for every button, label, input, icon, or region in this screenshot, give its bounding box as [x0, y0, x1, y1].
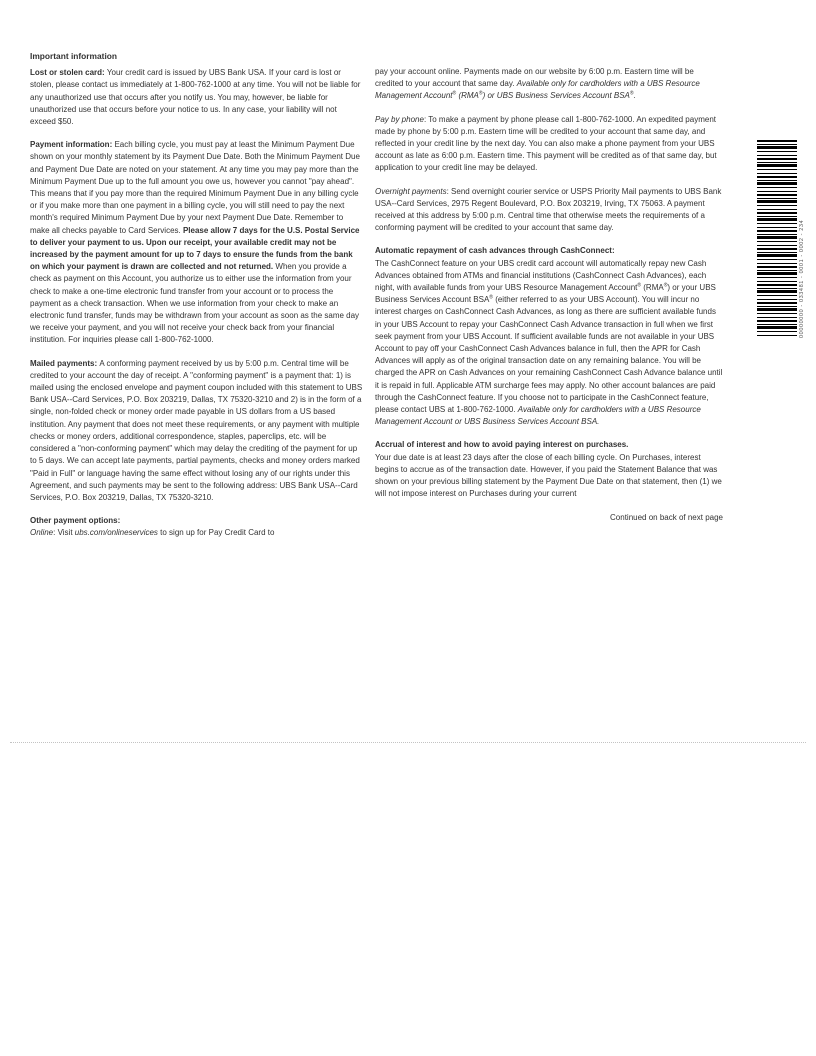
right-column	[375, 66, 723, 524]
text-run: ) or UBS Business Services Account BSA	[482, 91, 630, 101]
text-run: (RMA	[641, 283, 664, 293]
paragraph	[375, 114, 723, 175]
text-run: pay your account online. Payments made on our website by 6:00 p.m. Eastern time will be credited to your account that same day.	[375, 67, 694, 89]
paragraph	[30, 358, 363, 504]
barcode	[757, 140, 805, 338]
right-paragraphs	[375, 66, 723, 501]
text-run: : Visit	[53, 528, 75, 538]
text-run: Payment information:	[30, 140, 115, 150]
text-run: (either referred to as your UBS Account). You will incur no interest charges on CashConnect Cash Advances, as long as there are sufficient available funds in your UBS Account to repay your CashConnect Cash Advance transaction in full when we first seek payment from your UBS Account. If sufficient available funds are not available in your UBS Account to pay off your CashConnect Cash Advances balance in full, then the APR for Cash Advances will apply as of the original transaction date on any remaining balance. You will be charged the APR on Cash Advances on your remaining CashConnect Cash Advance balance until it is repaid in full. Applicable ATM surcharge fees may apply. No other account balances are paid through the CashConnect feature. If you choose not to participate in the CashConnect feature, please contact UBS at 1-800-762-1000.	[375, 295, 723, 415]
text-run: : To make a payment by phone please call 1-800-762-1000. An expedited payment made by phone by 5:00 p.m. Eastern time will be credited to your account that same day, and reflected in your credit line by the next day. You can also make a phone payment from your UBS account as late as 6:00 p.m. Eastern time. This payment will be credited as of that same day, but application to your credit line may be delayed.	[375, 114, 717, 173]
text-run: Other payment options:	[30, 516, 121, 526]
text-run: ®	[489, 294, 493, 301]
paragraph	[30, 515, 363, 539]
text-run: When you provide a check as payment on this Account, you authorize us to either use the information from your check to make a one-time electronic fund transfer from your account or to process the payment as a check transaction. When we use information from your check to make an electronic fund transfer, funds may be withdrawn from your account as soon as the same day we receive your payment, and you will not receive your check back from your financial institution. For inquiries please call 1-800-762-1000.	[30, 262, 360, 345]
text-run: The CashConnect feature on your UBS credit card account will automatically repay new Cash Advances obtained from ATMs and financial institutions (CashConnect Cash Advances), each night, with available funds from your UBS Resource Management Account	[375, 258, 707, 293]
barcode-icon	[757, 140, 797, 338]
text-run: Your credit card is issued by UBS Bank USA. If your card is lost or stolen, please contact us immediately at 1-800-762-1000 at any time. You will not be liable for any unauthorized use that occurs after you notify us. You may, however, be liable for unauthorized use that occurs before your notice to us. In any case, your liability will not exceed $50.	[30, 68, 361, 127]
paragraph	[375, 245, 723, 428]
text-run: Each billing cycle, you must pay at least the Minimum Payment Due shown on your monthly statement by its Payment Due Date. Both the Minimum Payment Due and Payment Due Date are noted on your statement. At any time you may pay more than the Minimum Payment Due up to the full amount you owe us, however you cannot "pay ahead". This means that if you pay more than the required Minimum Payment Due in any billing cycle or if you make more than one payment in a billing cycle, you will still need to pay the next month's required Minimum Payment Due by your next Payment Due Date. Remember to make all checks payable to Card Services.	[30, 140, 360, 235]
paragraph	[30, 67, 363, 128]
text-run: Available only for cardholders with a UBS Resource Management Account	[375, 79, 700, 101]
text-run: Please allow 7 days for the U.S. Postal Service to deliver your payment to us. Upon our receipt, your available credit may not be increased by the payment amount for up to 7 days to ensure the funds from the bank on which your payment is drawn are collected and not returned.	[30, 225, 360, 272]
text-run: ®	[452, 90, 457, 97]
text-run: ®	[663, 282, 668, 289]
text-run: ®	[478, 90, 483, 97]
text-run: Automatic repayment of cash advances through CashConnect:	[375, 246, 615, 256]
text-run: Pay by phone	[375, 114, 424, 124]
text-run: .	[633, 91, 636, 101]
text-run: Online	[30, 528, 54, 538]
paragraph	[30, 139, 363, 346]
text-run: to sign up for Pay Credit Card to	[157, 528, 275, 538]
text-run: Mailed payments:	[30, 358, 100, 368]
text-run: ubs.com/onlineservices	[74, 528, 158, 538]
perforation-line	[10, 742, 806, 743]
text-run: Overnight payments	[375, 186, 447, 196]
text-run: ®	[629, 90, 634, 97]
text-run: ®	[637, 282, 642, 289]
text-run: Your due date is at least 23 days after the close of each billing cycle. On Purchases, interest begins to accrue as of the transaction date. However, if you paid the Statement Balance that was shown on your previous billing statement by the Payment Due Date on that statement, then (1) we will not impose interest on Purchases during your current	[375, 452, 722, 499]
text-run: ) or your UBS Business Services Account BSA	[375, 283, 716, 305]
paragraph	[375, 186, 723, 235]
barcode-label: 00000000 - 033481 - 0001 - 0002 - 234	[799, 219, 805, 338]
left-paragraphs	[30, 67, 363, 539]
page-title: Important information	[30, 51, 118, 61]
text-run: Lost or stolen card:	[30, 68, 107, 78]
text-run: Available only for cardholders with a UBS Resource Management Account or UBS Business Services Account BSA.	[375, 405, 701, 427]
paragraph	[375, 439, 723, 500]
text-run: (RMA	[456, 91, 479, 101]
paragraph	[375, 66, 723, 103]
text-run: A conforming payment received by us by 5:00 p.m. Central time will be credited to your account the day of receipt. A "conforming payment" is a payment that: 1) is mailed using the enclosed envelope and payment coupon included with this statement to UBS Bank USA--Card Services, P.O. Box 203219, Dallas, TX 75320-3210 and 2) is in the form of a single, non-folded check or money order made payable in US dollars from a US based institution. Any payment that does not meet these requirements, or any payment with multiple checks or money orders, additional correspondence, staples, paperclips, etc. will be considered a "non-conforming payment" which may delay the crediting of the payment for up to 5 days. We can accept late payments, partial payments, checks and money orders marked "Paid in Full" or language having the same effect without losing any of our rights under this Agreement, and such payments may be sent to the following address: UBS Bank USA--Card Services, P.O. Box 203219, Dallas, TX 75320-3210.	[30, 358, 363, 502]
text-run: : Send overnight courier service or USPS Priority Mail payments to UBS Bank USA--Card Services, 2975 Regent Boulevard, P.O. Box 203219, Irving, TX 75063. A payment received at this address by 5:00 p.m. Central time that otherwise meets the requirements of a conforming payment will be credited to your account that same day.	[375, 186, 722, 233]
left-column	[30, 50, 363, 551]
continued-note: Continued on back of next page	[610, 512, 723, 522]
text-run: Accrual of interest and how to avoid paying interest on purchases.	[375, 440, 629, 450]
